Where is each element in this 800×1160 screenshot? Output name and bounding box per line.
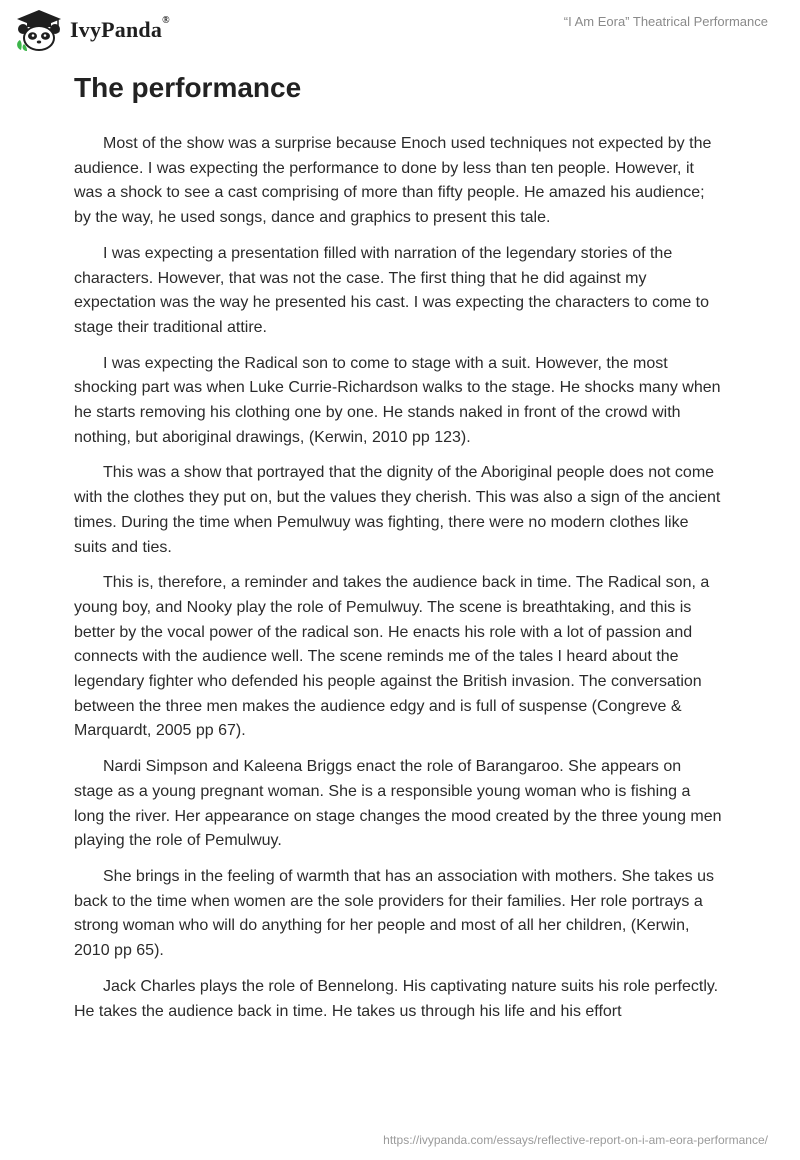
paragraph: I was expecting the Radical son to come to stage with a suit. However, the most shocking part was when Luke Currie-Richardson walks to the stage. He shocks many when he starts removing his clothing one by one. He stands naked in front of the crowd with nothing, but aboriginal drawings, (Kerwin, 2010 pp 123).	[74, 354, 721, 446]
brand-name: IvyPanda®	[70, 15, 170, 42]
paragraph: Nardi Simpson and Kaleena Briggs enact the role of Barangaroo. She appears on stage as a young pregnant woman. She is a responsible young woman who is fishing a long the river. Her appearance on stage changes the mood created by the three young men playing the role of Pemulwuy.	[74, 758, 722, 850]
section-title: The performance	[74, 72, 302, 103]
registered-mark: ®	[162, 15, 170, 26]
paragraph: She brings in the feeling of warmth that has an association with mothers. She takes us back to the time when women are the sole providers for their families. Her role portrays a strong woman who will do anything for her people and most of all her children, (Kerwin, 2010 pp 65).	[74, 867, 714, 960]
paragraph: This was a show that portrayed that the dignity of the Aboriginal people does not come with the clothes they put on, but the values they cherish. This was also a sign of the ancient times. During the time when Pemulwuy was fighting, there were no modern clothes like suits and ties.	[74, 464, 721, 556]
page-header	[0, 0, 800, 60]
source-url-link[interactable]: https://ivypanda.com/essays/reflective-report-on-i-am-eora-performance/	[383, 1133, 768, 1147]
paragraph: I was expecting a presentation filled with narration of the legendary stories of the characters. However, that was not the case. The first thing that he did against my expectation was the way he presented his cast. I was expecting the characters to come to stage their traditional attire.	[74, 244, 710, 336]
paragraph: Jack Charles plays the role of Bennelong. His captivating nature suits his role perfectly. He takes the audience back in time. He takes us through his life and his effort	[74, 977, 719, 1020]
panda-graduate-icon	[14, 8, 64, 52]
document-title: “I Am Eora” Theatrical Performance	[563, 14, 768, 29]
essay-body	[74, 132, 724, 1035]
paragraph: Most of the show was a surprise because Enoch used techniques not expected by the audience. I was expecting the performance to done by less than ten people. However, it was a shock to see a cast comprising of more than fifty people. He amazed his audience; by the way, he used songs, dance and graphics to present this tale.	[74, 135, 712, 227]
logo[interactable]	[14, 8, 170, 52]
paragraph: This is, therefore, a reminder and takes the audience back in time. The Radical son, a young boy, and Nooky play the role of Pemulwuy. The scene is breathtaking, and this is better by the vocal power of the radical son. He enacts his role with a lot of passion and connects with the audience well. The scene reminds me of the tales I heard about the legendary fighter who defended his people against the British invasion. The conversation between the three men makes the audience edgy and is full of suspense (Congreve & Marquardt, 2005 pp 67).	[74, 574, 710, 740]
